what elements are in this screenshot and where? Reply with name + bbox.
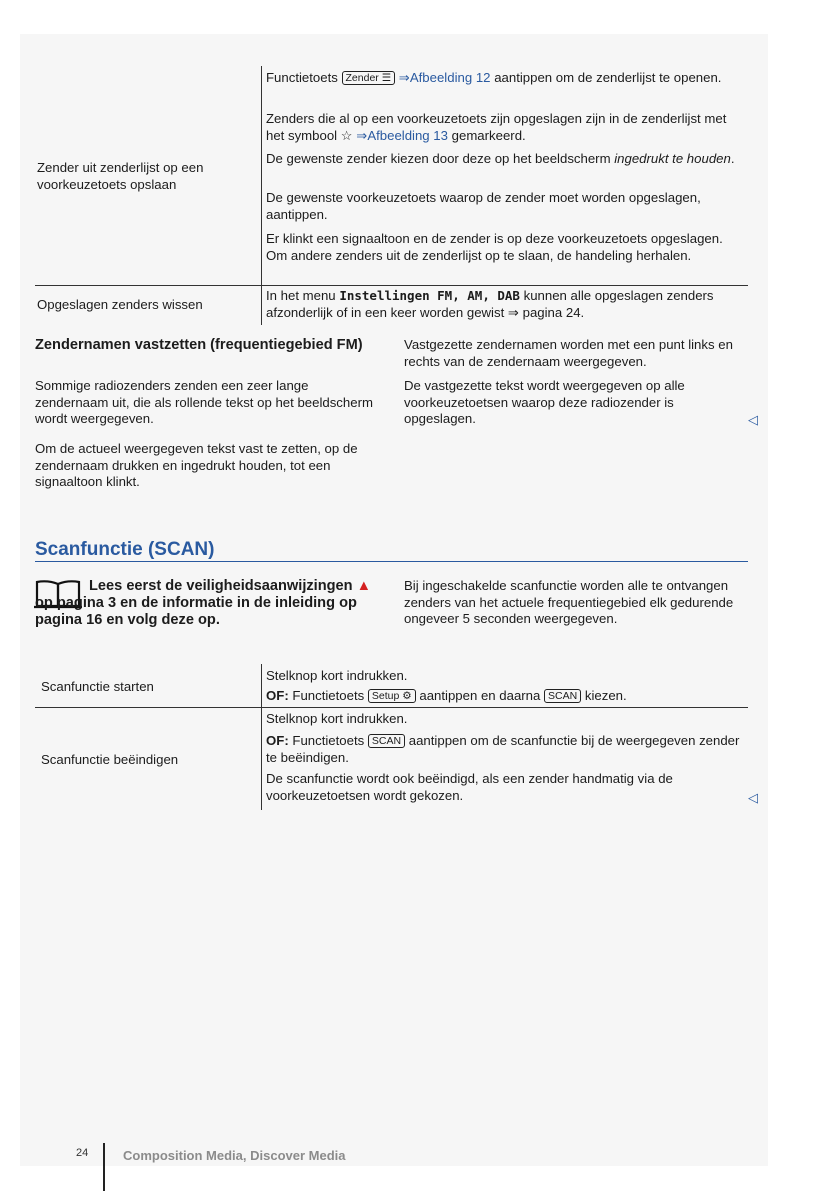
station-names-para-1: Sommige radiozenders zenden een zeer lange zendernaam uit, die als rollende tekst op het beeldscherm wordt weergegeven. [35,378,373,426]
station-names-heading: Zendernamen vastzetten (frequentiegebied FM) [35,337,363,353]
label-scan-start: Scanfunctie starten [41,679,154,694]
figure-link-13[interactable]: ⇒Afbeelding 13 [356,127,448,143]
scan-start-step-2: OF: Functietoets Setup ⚙ aantippen en daarna SCAN kiezen. [266,688,627,703]
label-delete-stations: Opgeslagen zenders wissen [37,297,203,312]
label-scan-end: Scanfunctie beëindigen [41,752,179,767]
station-names-para-2: Om de actueel weergegeven tekst vast te zetten, op de zendernaam drukken en ingedrukt houden, tot een signaaltoon klinkt. [35,441,358,489]
safety-note: Lees eerst de veiligheidsaanwijzingen ▲ op pagina 3 en de informatie in de inleiding op pagina 16 en volg deze op. [35,578,372,628]
table1-row-5: Er klinkt een signaaltoon en de zender is op deze voorkeuzetoets opgeslagen. Om andere zenders uit de zenderlijst op te slaan, de handeling herhalen. [266,231,723,263]
scan-key-end: SCAN [368,734,405,748]
table1-row-3: De gewenste zender kiezen door deze op het beeldscherm ingedrukt te houden. [266,151,735,166]
warning-icon: ▲ [356,578,372,594]
table1-row-2: Zenders die al op een voorkeuzetoets zijn opgeslagen zijn in de zenderlijst met het symbool ☆ ⇒Afbeelding 13 gemarkeerd. [266,111,727,143]
table1-row-1: Functietoets Zender ☰ ⇒Afbeelding 12 aantippen om de zenderlijst te openen. [266,70,722,85]
zender-key: Zender ☰ [342,71,396,85]
table1-divider [261,66,262,325]
scan-heading: Scanfunctie (SCAN) [35,539,215,560]
station-names-para-3: Vastgezette zendernamen worden met een punt links en rechts van de zendernaam weergegeven. [404,337,733,369]
footer-title: Composition Media, Discover Media [123,1148,346,1163]
table2-separator [35,707,748,708]
end-marker-icon: ◁ [748,412,758,427]
table1-row-4: De gewenste voorkeuzetoets waarop de zender moet worden opgeslagen, aantippen. [266,190,701,222]
scan-end-step-1: Stelknop kort indrukken. [266,711,408,726]
table2-divider [261,664,262,810]
label-store-station: Zender uit zenderlijst op een voorkeuzetoets opslaan [37,160,204,192]
scan-end-step-2: OF: Functietoets SCAN aantippen om de scanfunctie bij de weergegeven zender te beëindigen. [266,733,740,765]
scan-intro: Bij ingeschakelde scanfunctie worden alle te ontvangen zenders van het actuele frequentiegebied elk gedurende ongeveer 5 seconden weergegeven. [404,578,734,626]
scan-start-step-1: Stelknop kort indrukken. [266,668,408,683]
scan-heading-rule [35,561,748,562]
scan-end-step-3: De scanfunctie wordt ook beëindigd, als een zender handmatig via de voorkeuzetoetsen wordt gekozen. [266,771,673,803]
figure-link-12[interactable]: ⇒Afbeelding 12 [398,70,491,85]
table1-separator [35,285,748,286]
end-marker-icon-2: ◁ [748,790,758,805]
setup-key: Setup ⚙ [368,689,416,703]
page-number: 24 [76,1147,89,1159]
station-names-para-4: De vastgezette tekst wordt weergegeven op alle voorkeuzetoetsen waarop deze radiozender is opgeslagen. [404,378,685,426]
scan-key: SCAN [544,689,581,703]
table1-row-6: In het menu Instellingen FM, AM, DAB kunnen alle opgeslagen zenders afzonderlijk of in een keer worden gewist ⇒ pagina 24. [266,288,714,320]
footer-divider [103,1143,105,1191]
